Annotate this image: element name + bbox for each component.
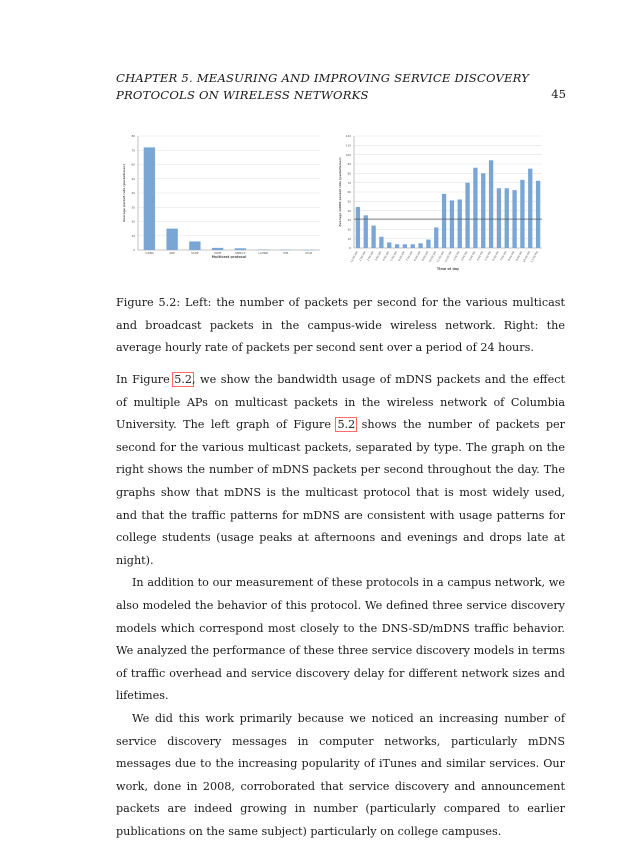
x-tick-label: 4:00 AM [381, 251, 390, 262]
p1-text-b: , we show the bandwidth usage of mDNS packets and the effect of multiple APs on multicast packets in the wireless network of Columbia University. The left graph of Figure [116, 373, 565, 431]
x-tick-label: ARP [169, 251, 175, 255]
x-tick-label: 11:00 AM [435, 251, 445, 264]
x-tick-label: IGMP [214, 251, 221, 255]
figure-svg [114, 128, 562, 276]
bar [520, 180, 524, 248]
header-line-2: PROTOCOLS ON WIRELESS NETWORKS [116, 87, 566, 104]
y-tick-label: 60 [347, 190, 351, 194]
y-tick-label: 40 [131, 191, 135, 195]
bar [489, 160, 493, 248]
p1-text-c: shows the number of packets per second for the various multicast packets, separated by type. The graph on the right shows the number of mDNS packets per second throughout the day. The graphs show that mDNS is the multicast protocol that is most widely used, and that the traffic patterns for mDNS are consistent with usage patterns for college students (usage peaks at afternoons and evenings and drops late at night). [116, 418, 565, 567]
x-tick-label: 2:00 AM [366, 251, 375, 262]
x-tick-label: 8:00 AM [413, 251, 422, 262]
x-tick-label: 2:00 PM [460, 251, 469, 262]
x-tick-label: 7:00 PM [499, 251, 508, 262]
bar [379, 237, 383, 248]
bar [418, 243, 422, 248]
bar [528, 169, 532, 248]
x-tick-label: 4:00 PM [475, 251, 484, 262]
x-tick-label: 5:00 PM [483, 251, 492, 262]
y-tick-label: 70 [131, 148, 135, 152]
figure-5-2 [114, 128, 562, 276]
x-axis-title: Time of day [437, 267, 460, 271]
y-tick-label: 20 [347, 228, 351, 232]
page-number: 45 [551, 87, 566, 101]
x-tick-label: SMB/LC [235, 251, 246, 255]
body-text [116, 369, 565, 843]
paragraph-2: In addition to our measurement of these protocols in a campus network, we also modeled the behavior of this protocol. We defined three service discovery models which correspond most closely to the DNS-SD/mDNS traffic behavior. We analyzed the performance of these three service discovery models in terms of traffic overhead and service discovery delay for different network sizes and lifetimes. [116, 572, 565, 708]
bar [458, 199, 462, 248]
bar [465, 183, 469, 248]
x-tick-label: 10:00 AM [427, 251, 437, 264]
bar [536, 181, 540, 248]
bar [434, 227, 438, 248]
x-tick-label: 6:00 PM [491, 251, 500, 262]
figure-reference-link[interactable]: 5.2 [335, 417, 357, 432]
y-tick-label: 70 [347, 181, 351, 185]
y-tick-label: 90 [347, 162, 351, 166]
bar [426, 240, 430, 248]
x-tick-label: 7:00 AM [405, 251, 414, 262]
bar [481, 173, 485, 248]
x-tick-label: UPnP [305, 251, 312, 255]
x-axis-title: Multicast protocol [212, 255, 247, 259]
x-tick-label: 10:00 PM [522, 251, 532, 263]
y-tick-label: 40 [347, 209, 351, 213]
bar [387, 242, 391, 248]
bar [505, 188, 509, 248]
bar [403, 244, 407, 248]
y-tick-label: 30 [347, 218, 351, 222]
paragraph-1 [116, 369, 565, 572]
y-tick-label: 30 [131, 205, 135, 209]
y-tick-label: 80 [131, 134, 135, 138]
figure-reference-link[interactable]: 5.2 [172, 372, 194, 387]
bar [364, 215, 368, 248]
bar [371, 226, 375, 248]
bar [212, 248, 223, 250]
x-tick-label: 12:00 PM [443, 251, 453, 263]
running-header [116, 70, 566, 104]
x-tick-label: 9:00 AM [420, 251, 429, 262]
y-tick-label: 0 [133, 248, 135, 252]
bar [395, 244, 399, 248]
y-tick-label: 20 [131, 220, 135, 224]
bar [144, 147, 155, 250]
x-tick-label: mDNS [145, 251, 154, 255]
y-tick-label: 10 [131, 234, 135, 238]
x-tick-label: 6:00 AM [397, 251, 406, 262]
x-tick-label: 3:00 PM [468, 251, 477, 262]
bar [411, 244, 415, 248]
bar [189, 241, 200, 250]
y-tick-label: 10 [347, 237, 351, 241]
bar [235, 248, 246, 250]
bar [473, 168, 477, 248]
bar [356, 207, 360, 248]
y-axis-title: Average mDNS packet rate (packets/sec) [338, 157, 342, 227]
x-tick-label: 1:00 AM [358, 251, 367, 262]
bar [442, 194, 446, 248]
x-tick-label: 12:00 AM [349, 251, 359, 264]
x-tick-label: 3:00 AM [373, 251, 382, 262]
y-axis-title: Average packet rate (packets/sec) [122, 163, 126, 222]
x-tick-label: PIM [283, 251, 289, 255]
y-tick-label: 80 [347, 172, 351, 176]
y-tick-label: 100 [346, 153, 352, 157]
y-tick-label: 50 [131, 177, 135, 181]
bar [450, 200, 454, 248]
y-tick-label: 110 [346, 144, 352, 148]
x-tick-label: 1:00 PM [452, 251, 461, 262]
x-tick-label: 9:00 PM [515, 251, 524, 262]
y-tick-label: 60 [131, 163, 135, 167]
bar [166, 229, 177, 250]
x-tick-label: SSDP [191, 251, 199, 255]
y-tick-label: 120 [346, 134, 352, 138]
x-tick-label: 8:00 PM [507, 251, 516, 262]
header-line-1: CHAPTER 5. MEASURING AND IMPROVING SERVICE DISCOVERY [116, 70, 566, 87]
figure-caption: Figure 5.2: Left: the number of packets per second for the various multicast and broadcast packets in the campus-wide wireless network. Right: the average hourly rate of packets per second sent over a period of 24 hours. [116, 292, 565, 360]
bar [497, 188, 501, 248]
y-tick-label: 0 [349, 246, 351, 250]
p1-text-a: In Figure [116, 373, 174, 386]
paragraph-3: We did this work primarily because we noticed an increasing number of service discovery messages in computer networks, particularly mDNS messages due to the increasing popularity of iTunes and similar services. Our work, done in 2008, corroborated that service discovery and announcement packets are indeed growing in number (particularly compared to earlier publications on the same subject) particularly on college campuses. [116, 708, 565, 843]
x-tick-label: LLMNR [258, 251, 268, 255]
x-tick-label: 5:00 AM [389, 251, 398, 262]
y-tick-label: 50 [347, 200, 351, 204]
x-tick-label: 11:00 PM [529, 251, 539, 263]
